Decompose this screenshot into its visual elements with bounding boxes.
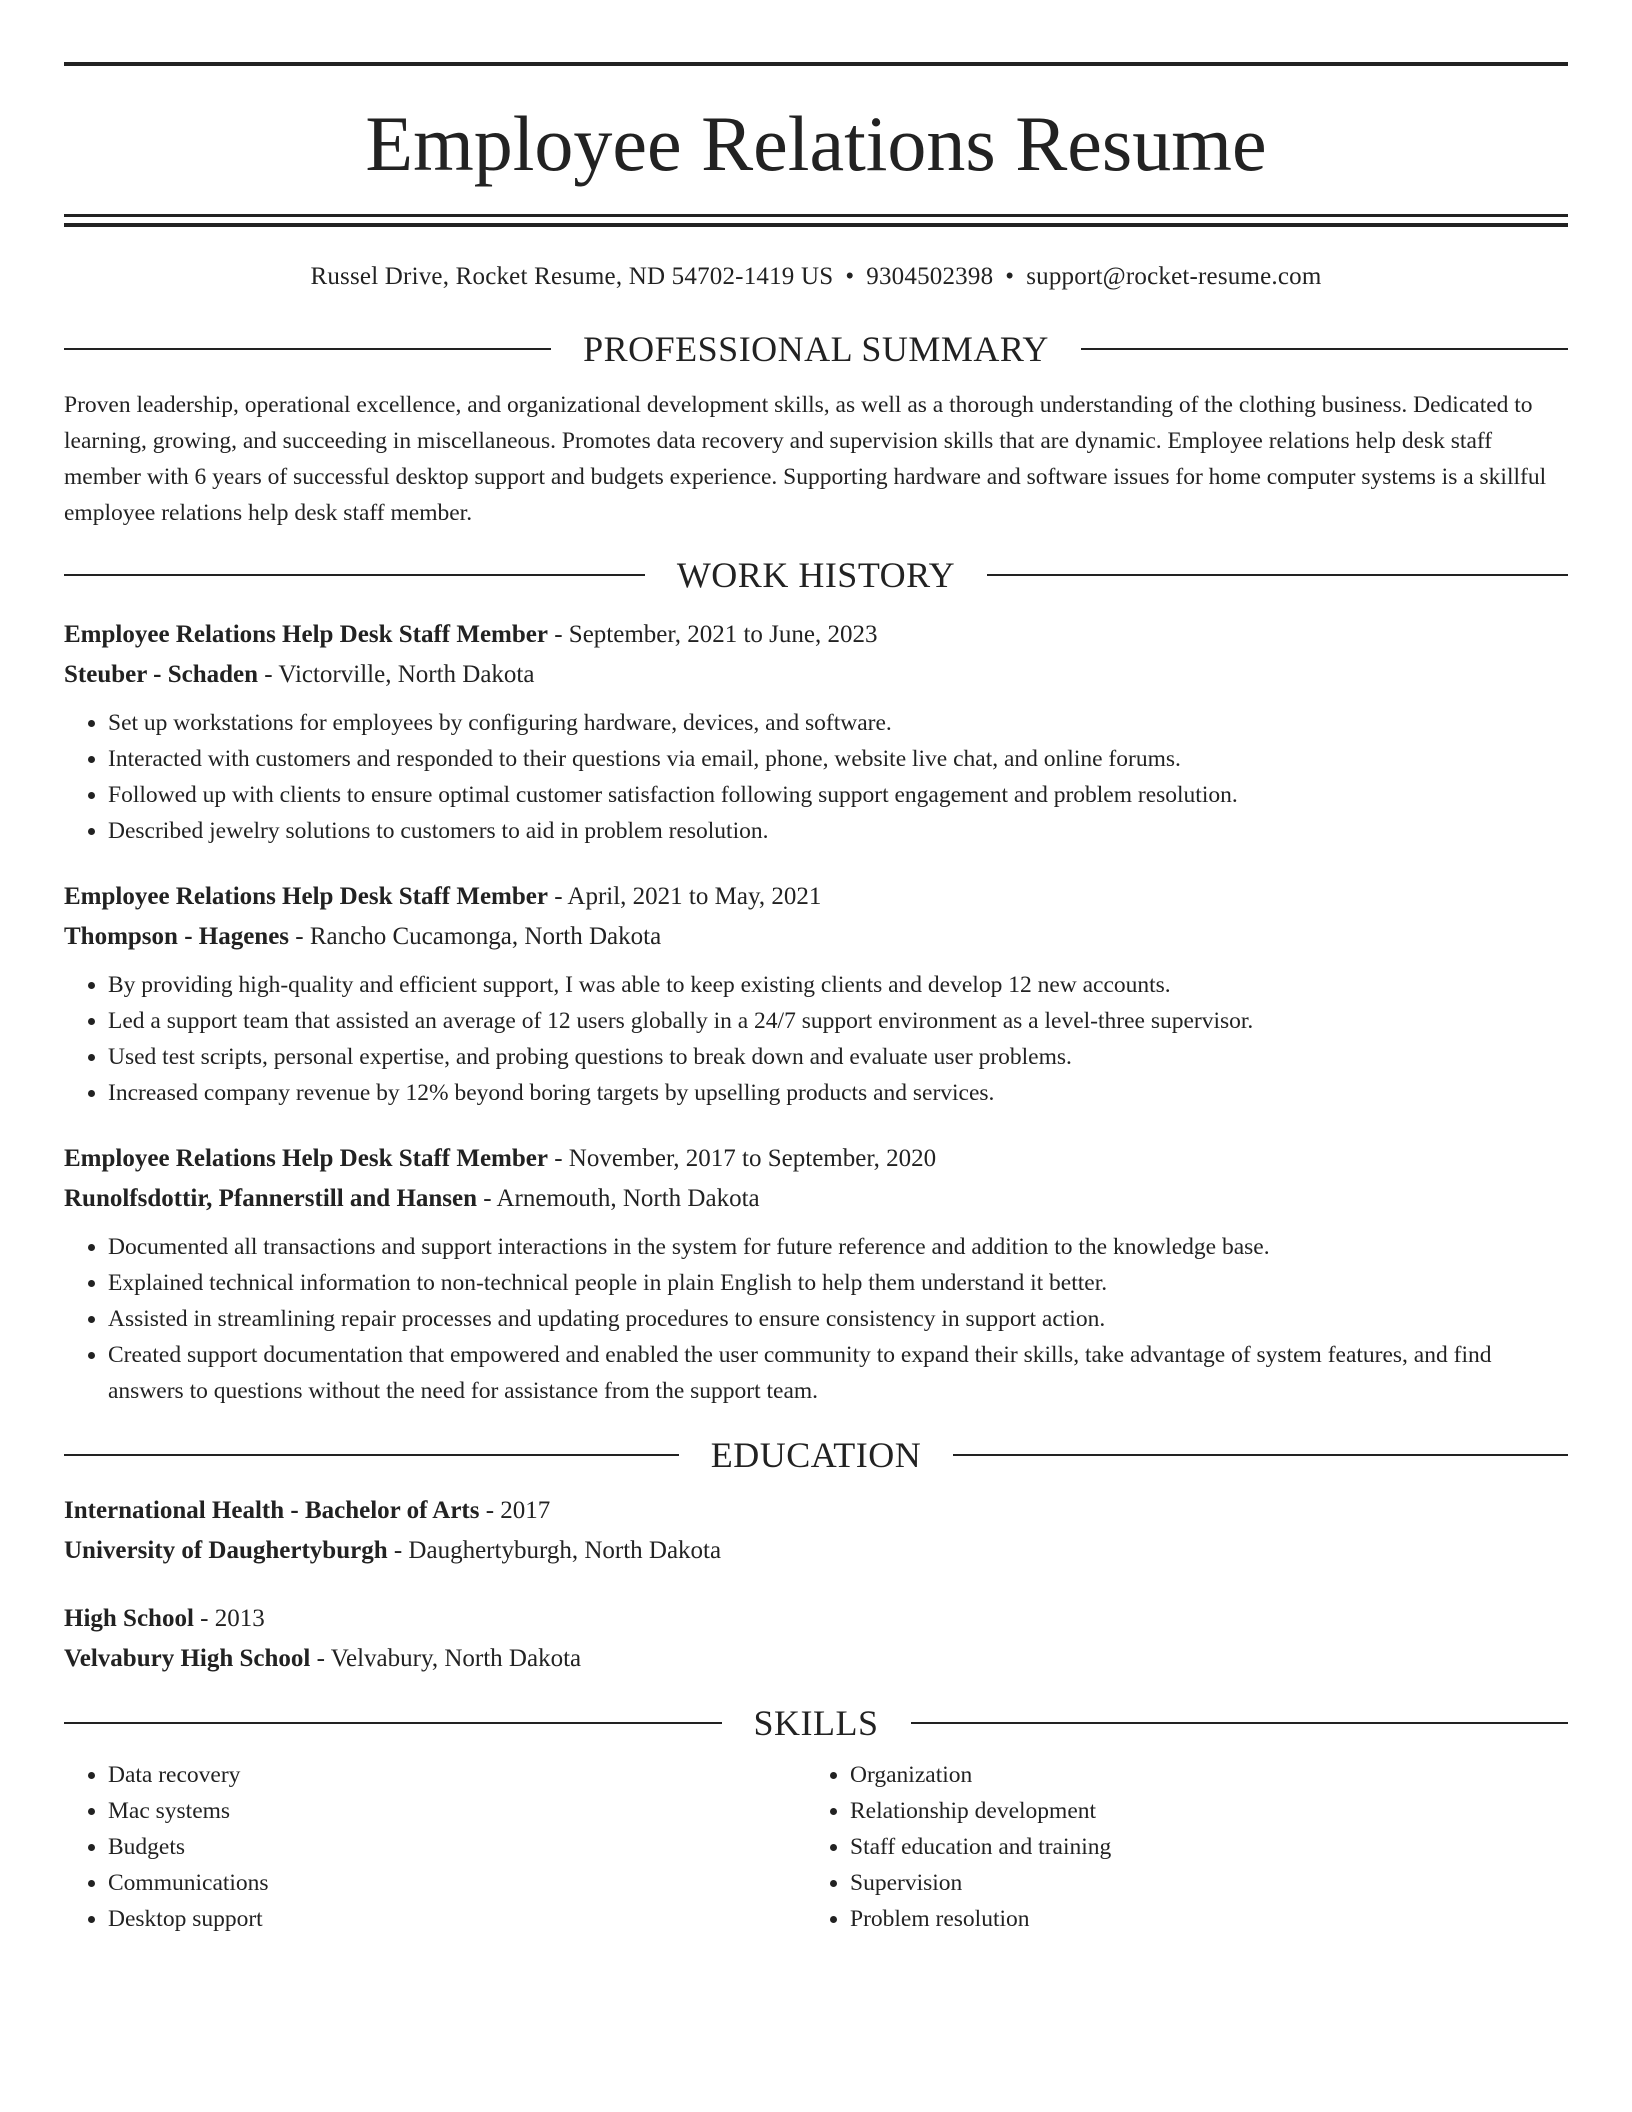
job-bullet: • Interacted with customers and responded to their questions via email, phone, website live chat, and online forums. <box>108 741 1568 777</box>
job-location: - Victorville, North Dakota <box>258 661 535 688</box>
education-school: Velvabury High School <box>64 1645 311 1672</box>
job-bullet: • By providing high-quality and efficient support, I was able to keep existing clients and develop 12 new accounts. <box>108 967 1568 1003</box>
job-location: - Arnemouth, North Dakota <box>477 1185 760 1212</box>
contact-address: Russel Drive, Rocket Resume, ND 54702-1419 US <box>310 263 834 290</box>
education-entry <box>64 1599 1568 1679</box>
education-degree-line <box>64 1491 1568 1531</box>
heading-rule-left <box>64 574 645 576</box>
job-location: - Rancho Cucamonga, North Dakota <box>289 923 662 950</box>
skills-columns <box>64 1757 1568 1937</box>
job-bullet: • Created support documentation that empowered and enabled the user community to expand their skills, take advantage of system features, and find answers to questions without the need for assistance from the support team. <box>108 1337 1568 1409</box>
job-dates: - September, 2021 to June, 2023 <box>547 621 878 648</box>
job-company: Steuber - Schaden <box>64 661 259 688</box>
job-company-line <box>64 655 1568 695</box>
skill-item: • Staff education and training <box>850 1829 1548 1865</box>
heading-rule-left <box>64 348 551 350</box>
contact-email[interactable]: support@rocket-resume.com <box>1026 263 1322 290</box>
skill-item: • Supervision <box>850 1865 1548 1901</box>
heading-rule-right <box>953 1454 1568 1456</box>
resume-title: Employee Relations Resume <box>365 100 1267 187</box>
heading-rule-left <box>64 1722 722 1724</box>
job-dates: - November, 2017 to September, 2020 <box>547 1145 937 1172</box>
education-location: - Daughertyburgh, North Dakota <box>387 1537 722 1564</box>
job-entry <box>64 877 1568 1111</box>
section-heading-summary <box>64 327 1568 371</box>
job-bullet: • Assisted in streamlining repair processes and updating procedures to ensure consistency in support action. <box>108 1301 1568 1337</box>
section-heading-skills <box>64 1701 1568 1745</box>
skill-item: • Desktop support <box>108 1901 806 1937</box>
skill-item: • Problem resolution <box>850 1901 1548 1937</box>
heading-rule-left <box>64 1454 679 1456</box>
job-bullet: • Documented all transactions and support interactions in the system for future reference and addition to the knowledge base. <box>108 1229 1568 1265</box>
job-entry <box>64 615 1568 849</box>
skill-item: • Budgets <box>108 1829 806 1865</box>
job-bullet: • Described jewelry solutions to customers to aid in problem resolution. <box>108 813 1568 849</box>
job-title: Employee Relations Help Desk Staff Member <box>64 1145 548 1172</box>
job-bullet: • Led a support team that assisted an average of 12 users globally in a 24/7 support environment as a level-three supervisor. <box>108 1003 1568 1039</box>
job-bullet: • Increased company revenue by 12% beyond boring targets by upselling products and services. <box>108 1075 1568 1111</box>
job-company-line <box>64 917 1568 957</box>
education-entry <box>64 1491 1568 1571</box>
education-school-line <box>64 1639 1568 1679</box>
section-title: SKILLS <box>753 1703 879 1743</box>
job-bullets <box>64 705 1568 849</box>
skill-item: • Relationship development <box>850 1793 1548 1829</box>
contact-line <box>64 261 1568 293</box>
contact-phone[interactable]: 9304502398 <box>866 263 994 290</box>
job-title-line <box>64 615 1568 655</box>
education-degree: High School <box>64 1605 194 1632</box>
job-title-line <box>64 877 1568 917</box>
heading-rule-right <box>987 574 1568 576</box>
section-title: PROFESSIONAL SUMMARY <box>583 329 1049 369</box>
education-year: - 2013 <box>193 1605 265 1632</box>
heading-rule-right <box>1081 348 1568 350</box>
contact-separator: • <box>1005 263 1015 290</box>
education-degree: International Health - Bachelor of Arts <box>64 1497 480 1524</box>
heading-rule-right <box>911 1722 1569 1724</box>
job-bullets <box>64 967 1568 1111</box>
section-title: WORK HISTORY <box>676 555 956 595</box>
job-bullet: • Set up workstations for employees by configuring hardware, devices, and software. <box>108 705 1568 741</box>
skill-item: • Data recovery <box>108 1757 806 1793</box>
job-bullet: • Used test scripts, personal expertise, and probing questions to break down and evaluate user problems. <box>108 1039 1568 1075</box>
job-bullet: • Explained technical information to non-technical people in plain English to help them understand it better. <box>108 1265 1568 1301</box>
education-school-line <box>64 1531 1568 1571</box>
section-heading-work-history <box>64 553 1568 597</box>
education-year: - 2017 <box>479 1497 551 1524</box>
job-entry <box>64 1139 1568 1409</box>
education-school: University of Daughertyburgh <box>64 1537 388 1564</box>
skills-list-left <box>64 1757 806 1937</box>
contact-separator: • <box>845 263 855 290</box>
skill-item: • Mac systems <box>108 1793 806 1829</box>
job-title: Employee Relations Help Desk Staff Member <box>64 883 548 910</box>
job-bullet: • Followed up with clients to ensure optimal customer satisfaction following support engagement and problem resolution. <box>108 777 1568 813</box>
education-degree-line <box>64 1599 1568 1639</box>
job-company-line <box>64 1179 1568 1219</box>
job-title: Employee Relations Help Desk Staff Member <box>64 621 548 648</box>
job-company: Runolfsdottir, Pfannerstill and Hansen <box>64 1185 478 1212</box>
job-dates: - April, 2021 to May, 2021 <box>547 883 822 910</box>
summary-text: Proven leadership, operational excellence, and organizational development skills, as well as a thorough understanding of the clothing business. Dedicated to learning, growing, and succeeding in miscellaneous. Promotes data recovery and supervision skills that are dynamic. Employee relations help desk staff member with 6 years of successful desktop support and budgets experience. Supporting hardware and software issues for home computer systems is a skillful employee relations help desk staff member. <box>64 392 1547 526</box>
education-location: - Velvabury, North Dakota <box>310 1645 582 1672</box>
job-company: Thompson - Hagenes <box>64 923 290 950</box>
skills-list-right <box>806 1757 1548 1937</box>
job-title-line <box>64 1139 1568 1179</box>
section-title: EDUCATION <box>710 1435 922 1475</box>
section-heading-education <box>64 1433 1568 1477</box>
top-rule <box>64 62 1568 66</box>
title-double-rule <box>64 214 1568 227</box>
job-bullets <box>64 1229 1568 1409</box>
skill-item: • Organization <box>850 1757 1548 1793</box>
skill-item: • Communications <box>108 1865 806 1901</box>
